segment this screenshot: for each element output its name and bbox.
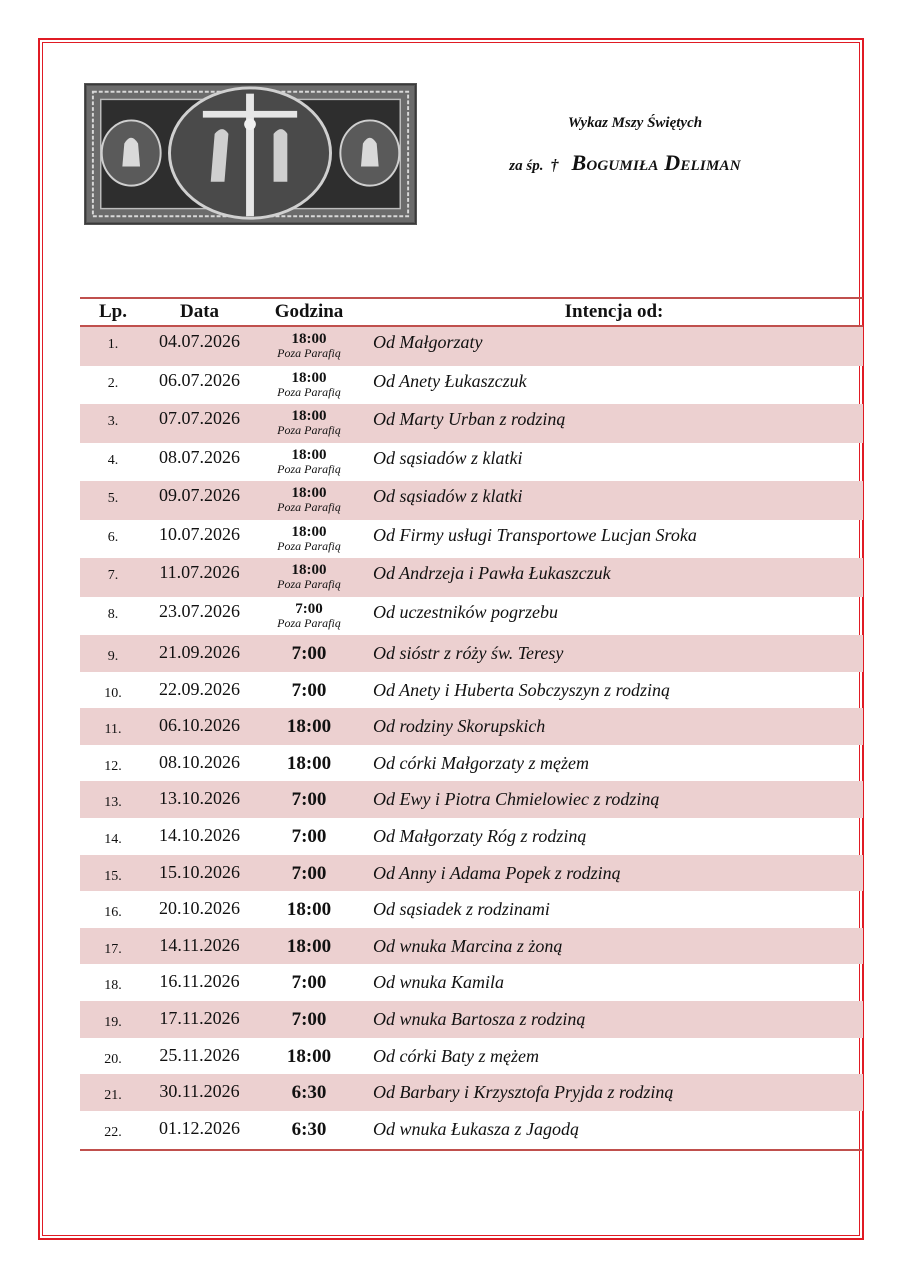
mass-hour-cell xyxy=(253,891,365,921)
row-number: 6. xyxy=(107,529,119,545)
table-row xyxy=(80,1074,863,1111)
row-number: 9. xyxy=(107,649,119,664)
mass-hour: 18:00 xyxy=(291,562,327,578)
mass-hour-cell xyxy=(253,928,365,958)
table-row xyxy=(80,520,863,559)
table-row xyxy=(80,366,863,405)
mass-hour: 18:00 xyxy=(286,752,332,774)
mass-location-note: Poza Parafią xyxy=(277,500,341,514)
mass-date: 20.10.2026 xyxy=(159,898,240,919)
row-number: 4. xyxy=(107,452,119,468)
intention-text: Od Małgorzaty xyxy=(373,332,483,352)
mass-date: 16.11.2026 xyxy=(159,971,240,992)
mass-date: 08.07.2026 xyxy=(159,446,240,467)
intention-text: Od Barbary i Krzysztofa Pryjda z rodziną xyxy=(373,1082,674,1103)
mass-date: 14.10.2026 xyxy=(159,824,240,845)
mass-hour: 7:00 xyxy=(291,972,327,994)
row-number: 17. xyxy=(104,941,122,957)
mass-hour: 18:00 xyxy=(286,935,332,957)
mass-hour: 18:00 xyxy=(291,523,327,540)
mass-hour: 7:00 xyxy=(291,789,327,811)
row-number: 7. xyxy=(107,568,119,583)
table-row xyxy=(80,818,863,855)
mass-hour-cell xyxy=(253,708,365,738)
intention-text: Od wnuka Łukasza z Jagodą xyxy=(373,1118,579,1139)
mass-hour: 6:30 xyxy=(291,1118,327,1140)
mass-hour: 18:00 xyxy=(291,369,327,386)
table-row xyxy=(80,1001,863,1038)
mass-hour: 18:00 xyxy=(291,446,327,463)
cross-icon: † xyxy=(550,157,559,174)
table-row xyxy=(80,672,863,709)
table-row xyxy=(80,597,863,636)
table-row xyxy=(80,481,863,520)
crucifixion-icon xyxy=(87,86,414,222)
row-number: 11. xyxy=(104,722,122,738)
intention-text: Od Małgorzaty Róg z rodziną xyxy=(373,825,587,846)
mass-hour-cell xyxy=(253,1001,365,1031)
table-row xyxy=(80,558,863,597)
row-number: 14. xyxy=(104,831,122,847)
intention-text: Od Marty Urban z rodziną xyxy=(373,409,566,429)
column-header-hour: Godzina xyxy=(274,301,344,322)
row-number: 15. xyxy=(104,868,122,884)
row-number: 1. xyxy=(107,337,119,352)
intention-text: Od Anety Łukaszczuk xyxy=(373,370,527,391)
table-row xyxy=(80,745,863,782)
mass-date: 06.07.2026 xyxy=(159,369,240,390)
mass-location-note: Poza Parafią xyxy=(277,346,341,360)
mass-hour-cell xyxy=(253,1111,365,1141)
mass-hour-cell xyxy=(253,781,365,811)
mass-location-note: Poza Parafią xyxy=(277,423,341,437)
table-header xyxy=(80,297,863,327)
mass-hour: 7:00 xyxy=(291,643,327,664)
document-title-block xyxy=(440,115,810,176)
intention-text: Od wnuka Marcina z żoną xyxy=(373,935,563,956)
table-row xyxy=(80,928,863,965)
row-number: 8. xyxy=(107,606,119,622)
intention-text: Od wnuka Bartosza z rodziną xyxy=(373,1008,586,1029)
mass-date: 04.07.2026 xyxy=(159,331,240,351)
name-prefix: za śp. xyxy=(509,158,544,174)
mass-hour-cell xyxy=(253,327,365,360)
mass-hour: 7:00 xyxy=(291,679,327,701)
mass-date: 21.09.2026 xyxy=(159,642,240,662)
mass-hour: 7:00 xyxy=(291,1008,327,1030)
mass-hour-cell xyxy=(253,745,365,775)
mass-date: 17.11.2026 xyxy=(159,1007,240,1028)
mass-hour: 18:00 xyxy=(291,485,327,501)
mass-hour-cell xyxy=(253,635,365,665)
row-number: 5. xyxy=(107,491,119,506)
table-row xyxy=(80,1111,863,1148)
mass-hour: 7:00 xyxy=(295,600,323,617)
intention-text: Od sióstr z róży św. Teresy xyxy=(373,643,564,663)
column-header-lp: Lp. xyxy=(99,301,127,322)
row-number: 18. xyxy=(104,978,122,994)
row-number: 3. xyxy=(107,414,119,429)
mass-date: 08.10.2026 xyxy=(159,751,240,772)
row-number: 22. xyxy=(104,1124,122,1140)
intention-text: Od sąsiadów z klatki xyxy=(373,447,523,468)
table-row xyxy=(80,891,863,928)
row-number: 2. xyxy=(107,375,119,391)
intention-text: Od sąsiadów z klatki xyxy=(373,486,523,506)
mass-hour-cell xyxy=(253,855,365,885)
table-row xyxy=(80,443,863,482)
mass-hour-cell xyxy=(253,597,365,630)
mass-date: 14.11.2026 xyxy=(159,934,240,955)
intention-text: Od rodziny Skorupskich xyxy=(373,716,546,737)
mass-hour-cell xyxy=(253,443,365,476)
intention-text: Od Firmy usługi Transportowe Lucjan Sroka xyxy=(373,524,697,545)
mass-location-note: Poza Parafią xyxy=(277,384,341,399)
column-header-intention: Intencja od: xyxy=(564,301,664,322)
row-number: 12. xyxy=(104,758,122,774)
intention-text: Od córki Baty z mężem xyxy=(373,1045,539,1066)
crucifixion-engraving-image xyxy=(84,83,417,225)
table-row xyxy=(80,964,863,1001)
table-row xyxy=(80,404,863,443)
intention-text: Od córki Małgorzaty z mężem xyxy=(373,752,589,773)
intention-text: Od Ewy i Piotra Chmielowiec z rodziną xyxy=(373,789,660,810)
mass-hour: 18:00 xyxy=(286,1045,332,1067)
deceased-name: Bogumiła Deliman xyxy=(571,150,741,175)
table-row xyxy=(80,855,863,892)
mass-hour: 18:00 xyxy=(291,408,327,424)
mass-hour: 18:00 xyxy=(286,716,332,738)
row-number: 19. xyxy=(104,1014,122,1030)
mass-hour-cell xyxy=(253,481,365,514)
mass-hour-cell xyxy=(253,366,365,399)
mass-location-note: Poza Parafią xyxy=(277,538,341,553)
mass-hour-cell xyxy=(253,558,365,591)
mass-date: 15.10.2026 xyxy=(159,861,240,882)
mass-hour-cell xyxy=(253,404,365,437)
mass-date: 13.10.2026 xyxy=(159,788,240,809)
deceased-line xyxy=(440,150,810,176)
table-row xyxy=(80,635,863,672)
intention-text: Od Anny i Adama Popek z rodziną xyxy=(373,862,621,883)
mass-date: 06.10.2026 xyxy=(159,715,240,736)
mass-location-note: Poza Parafią xyxy=(277,577,341,591)
mass-hour: 7:00 xyxy=(291,825,327,847)
mass-hour: 18:00 xyxy=(286,899,332,921)
mass-hour: 7:00 xyxy=(291,862,327,884)
mass-location-note: Poza Parafią xyxy=(277,461,341,476)
row-number: 13. xyxy=(104,795,122,811)
mass-date: 09.07.2026 xyxy=(159,485,240,505)
intention-text: Od Anety i Huberta Sobczyszyn z rodziną xyxy=(373,679,670,700)
mass-location-note: Poza Parafią xyxy=(277,615,341,630)
mass-hour-cell xyxy=(253,520,365,553)
column-header-date: Data xyxy=(179,301,220,322)
mass-hour: 18:00 xyxy=(291,331,327,347)
document-subtitle: Wykaz Mszy Świętych xyxy=(567,115,703,131)
mass-date: 07.07.2026 xyxy=(159,408,240,428)
mass-date: 22.09.2026 xyxy=(159,678,240,699)
table-body xyxy=(80,327,863,1147)
mass-date: 30.11.2026 xyxy=(159,1081,240,1102)
mass-intentions-table xyxy=(80,297,863,1151)
mass-date: 11.07.2026 xyxy=(159,562,240,582)
intention-text: Od uczestników pogrzebu xyxy=(373,601,558,622)
mass-date: 01.12.2026 xyxy=(159,1117,240,1138)
intention-text: Od sąsiadek z rodzinami xyxy=(373,899,550,920)
mass-date: 10.07.2026 xyxy=(159,523,240,544)
intention-text: Od Andrzeja i Pawła Łukaszczuk xyxy=(373,563,611,583)
mass-hour-cell xyxy=(253,1038,365,1068)
mass-hour-cell xyxy=(253,672,365,702)
table-row xyxy=(80,327,863,366)
mass-date: 23.07.2026 xyxy=(159,600,240,621)
table-row xyxy=(80,708,863,745)
mass-date: 25.11.2026 xyxy=(159,1044,240,1065)
row-number: 10. xyxy=(104,685,122,701)
intention-text: Od wnuka Kamila xyxy=(373,972,505,993)
mass-hour-cell xyxy=(253,818,365,848)
mass-hour-cell xyxy=(253,964,365,994)
table-row xyxy=(80,781,863,818)
row-number: 20. xyxy=(104,1051,122,1067)
row-number: 21. xyxy=(104,1088,122,1104)
table-row xyxy=(80,1038,863,1075)
row-number: 16. xyxy=(104,905,122,921)
mass-hour: 6:30 xyxy=(291,1082,327,1104)
mass-hour-cell xyxy=(253,1074,365,1104)
table-bottom-rule xyxy=(80,1149,863,1151)
